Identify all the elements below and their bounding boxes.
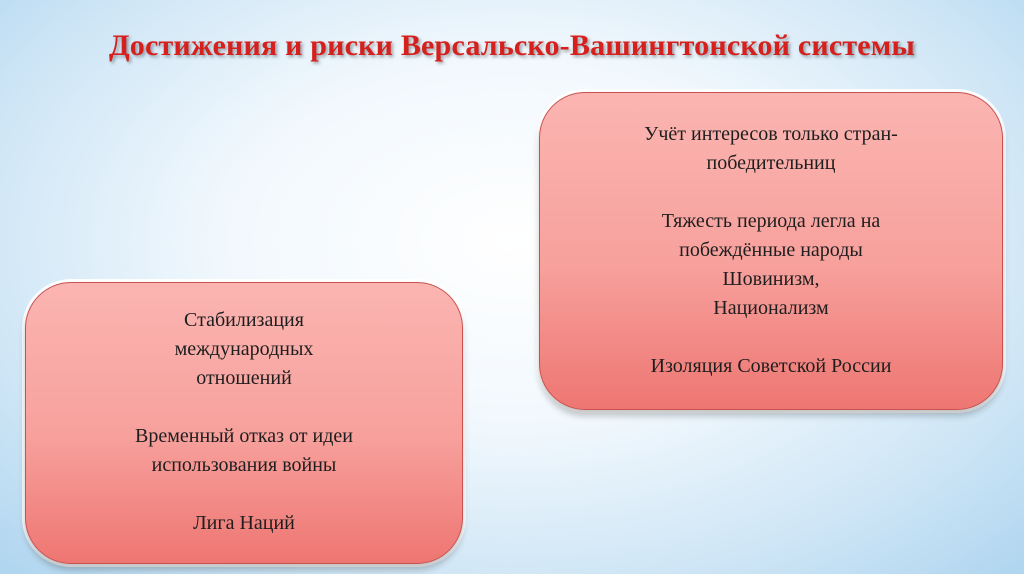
slide-title: Достижения и риски Версальско-Вашингтонской системы: [108, 29, 916, 62]
achievement-line: международных: [174, 338, 314, 360]
risk-line: Изоляция Советской России: [650, 354, 892, 377]
achievements-card: [25, 282, 463, 564]
risk-line: победительниц: [706, 151, 836, 174]
achievement-line: отношений: [196, 367, 292, 389]
achievement-line: использования войны: [151, 454, 337, 476]
risk-line: побеждённые народы: [679, 238, 863, 261]
risk-item-soviet-isolation: [651, 352, 892, 381]
achievement-item-league-of-nations: [193, 509, 295, 538]
risk-item-defeated-nations: [662, 207, 881, 323]
achievement-item-war-renunciation: [135, 422, 353, 480]
achievement-line: Лига Наций: [193, 512, 295, 534]
risk-item-victors-interests: [644, 120, 898, 178]
risks-card: [539, 92, 1003, 410]
risk-line: Национализм: [713, 296, 829, 319]
achievement-item-stabilization: [175, 306, 314, 393]
risk-line: Тяжесть периода легла на: [661, 209, 881, 232]
risk-line: Шовинизм,: [722, 267, 820, 290]
achievement-line: Временный отказ от идеи: [135, 425, 353, 447]
achievement-line: Стабилизация: [184, 309, 304, 331]
risk-line: Учёт интересов только стран-: [644, 122, 898, 145]
